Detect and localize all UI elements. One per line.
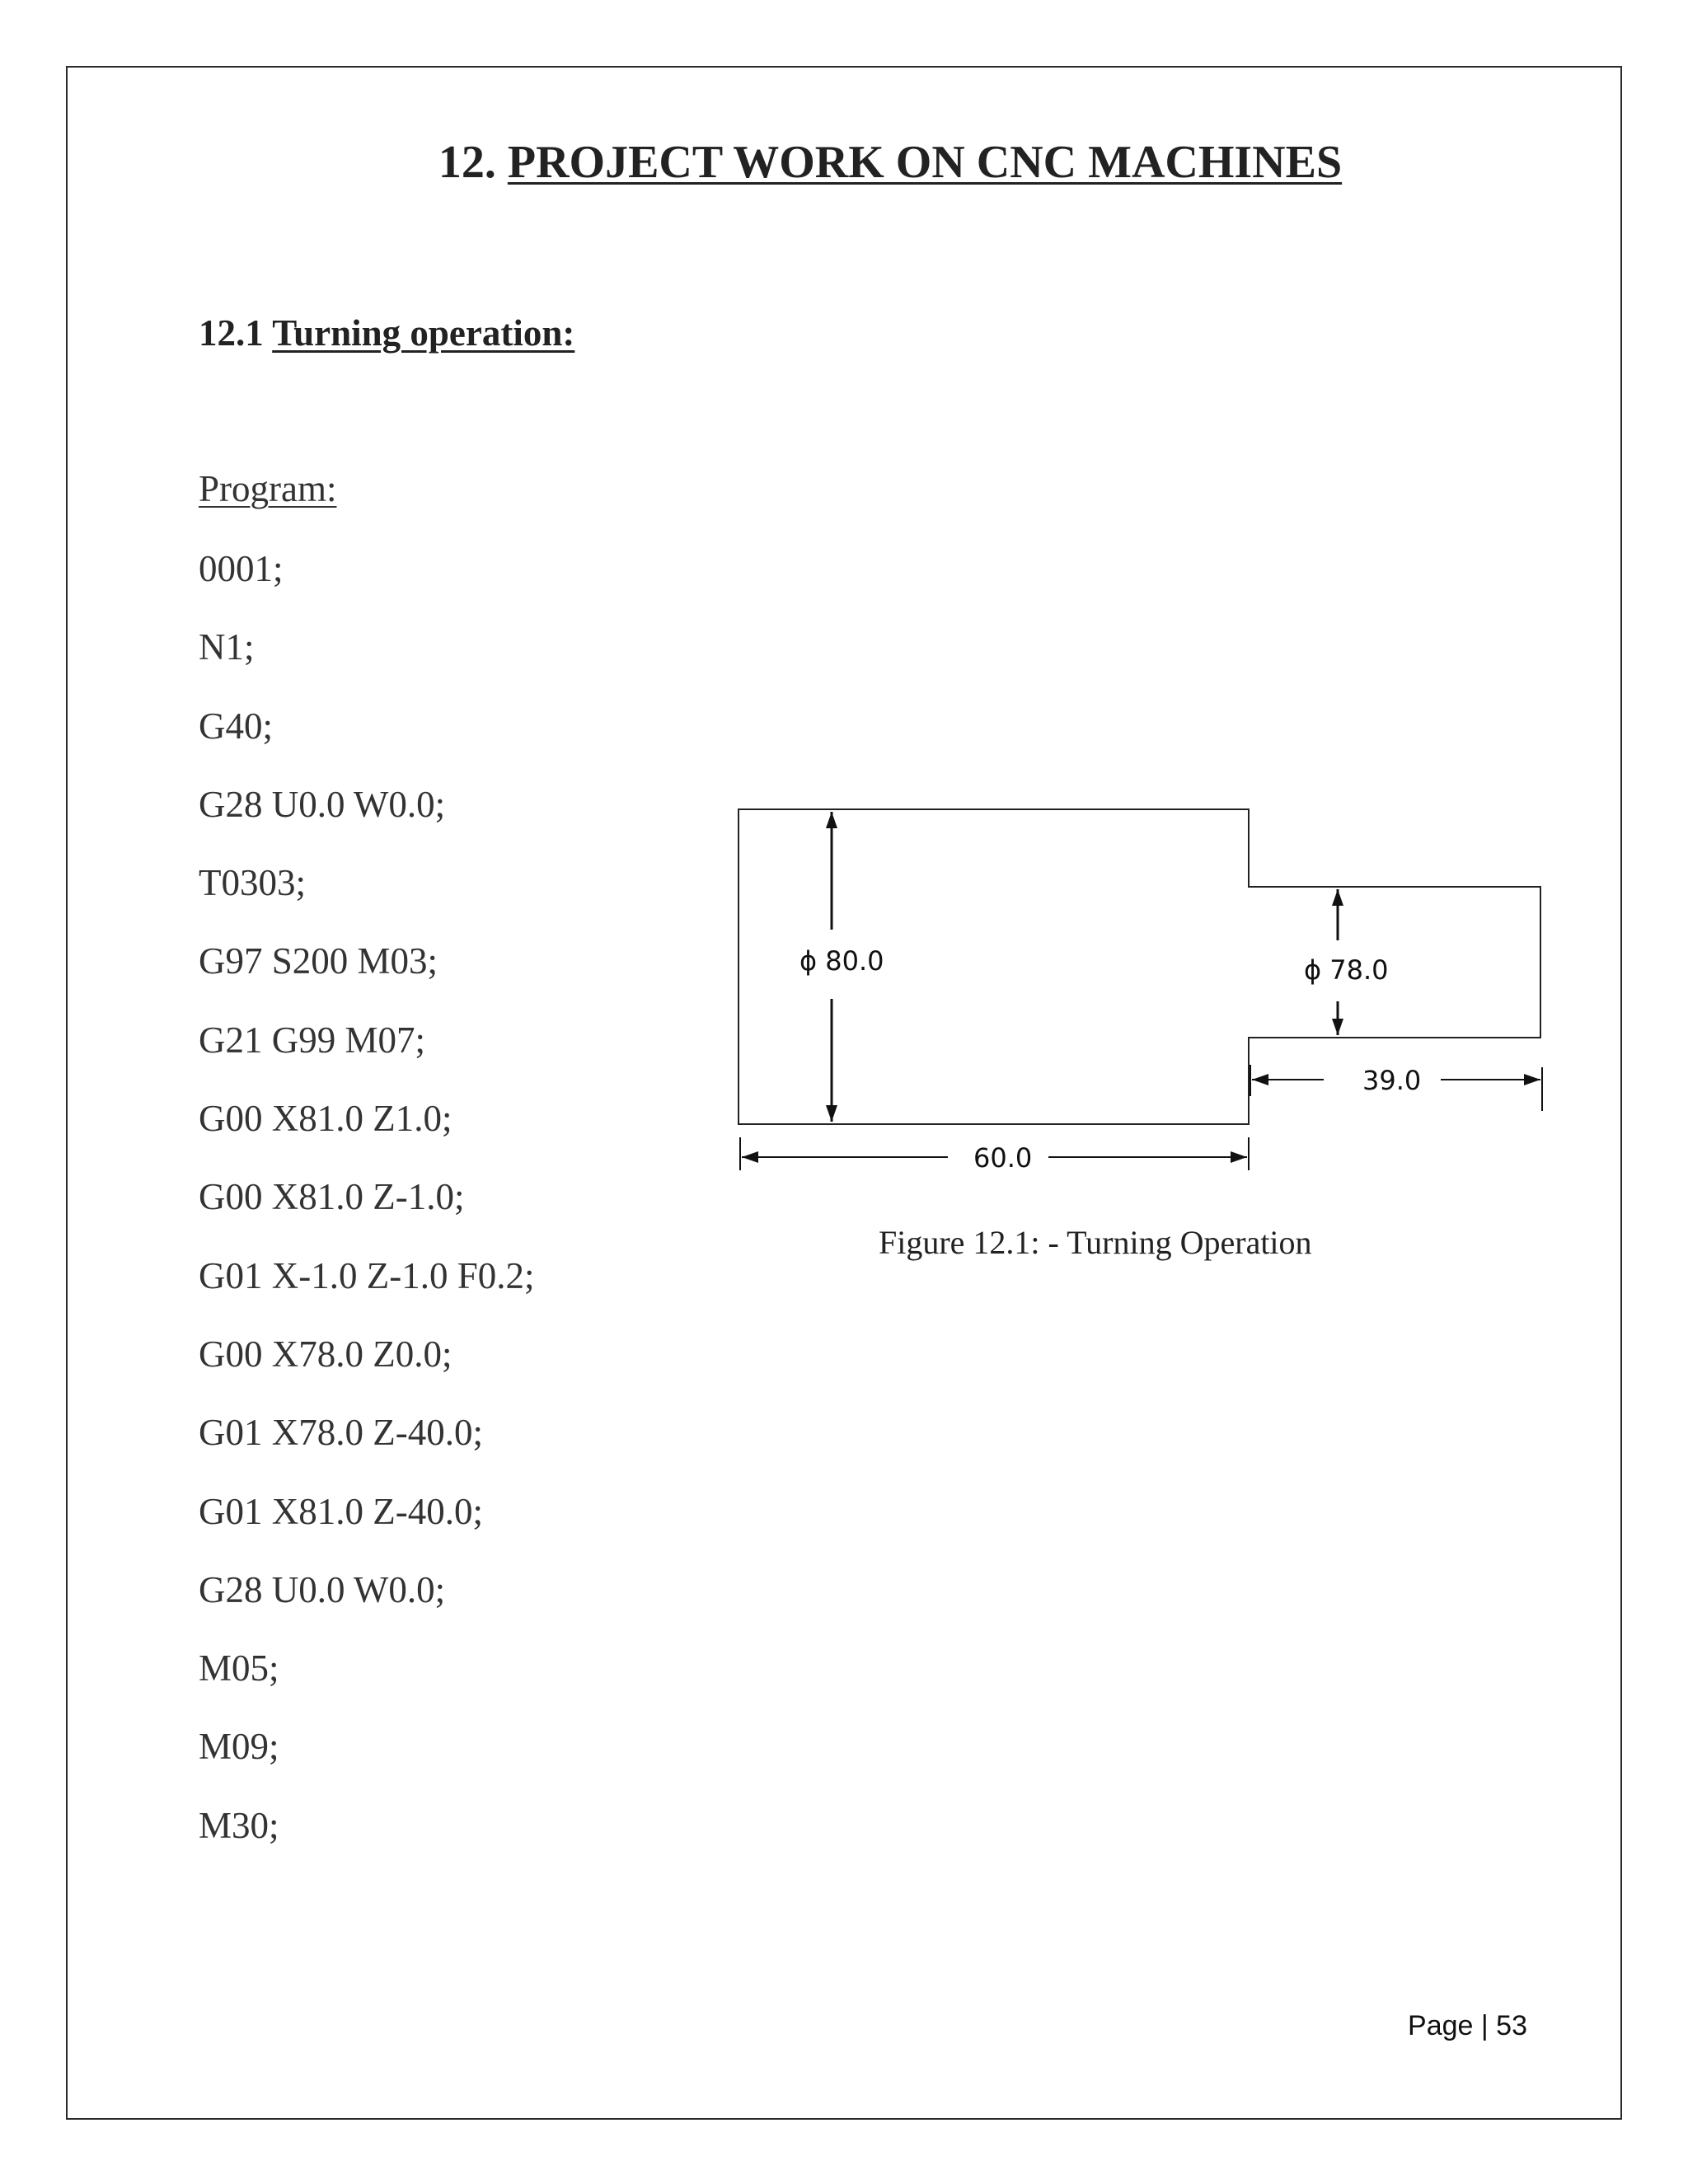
program-line: G00 X81.0 Z1.0; [199,1098,452,1140]
program-line: G01 X81.0 Z-40.0; [199,1490,483,1532]
program-line: G28 U0.0 W0.0; [199,1568,446,1610]
page-number: Page | 53 [1408,2010,1527,2041]
dim-label-large-length: 60.0 [973,1142,1033,1174]
program-line: M30; [199,1804,279,1846]
program-line: G01 X-1.0 Z-1.0 F0.2; [199,1254,535,1296]
figure-caption: Figure 12.1: - Turning Operation [879,1224,1312,1261]
program-code-list [199,544,534,1879]
section-title: Turning operation: [272,312,575,354]
program-line: T0303; [199,862,306,904]
heading-title: PROJECT WORK ON CNC MACHINES [507,137,1343,188]
program-line: G28 U0.0 W0.0; [199,783,446,825]
dim-label-small-length: 39.0 [1362,1065,1422,1096]
program-line: G01 X78.0 Z-40.0; [199,1412,483,1454]
dim-label-large-diameter: ϕ 80.0 [799,945,884,977]
section-number: 12.1 [199,312,264,354]
heading-number: 12. [438,137,496,188]
program-line: G97 S200 M03; [199,940,438,982]
program-line: G40; [199,705,273,747]
program-line: M05; [199,1647,279,1690]
program-line: G00 X78.0 Z0.0; [199,1333,452,1375]
program-label: Program: [199,468,337,509]
dim-label-small-diameter: ϕ 78.0 [1304,954,1389,986]
program-line: M09; [199,1726,279,1768]
page-heading [0,134,1688,191]
program-line: G00 X81.0 Z-1.0; [199,1176,465,1218]
program-line: N1; [199,626,255,668]
section-heading [199,308,574,358]
program-line: 0001; [199,548,284,589]
program-line: G21 G99 M07; [199,1019,426,1061]
